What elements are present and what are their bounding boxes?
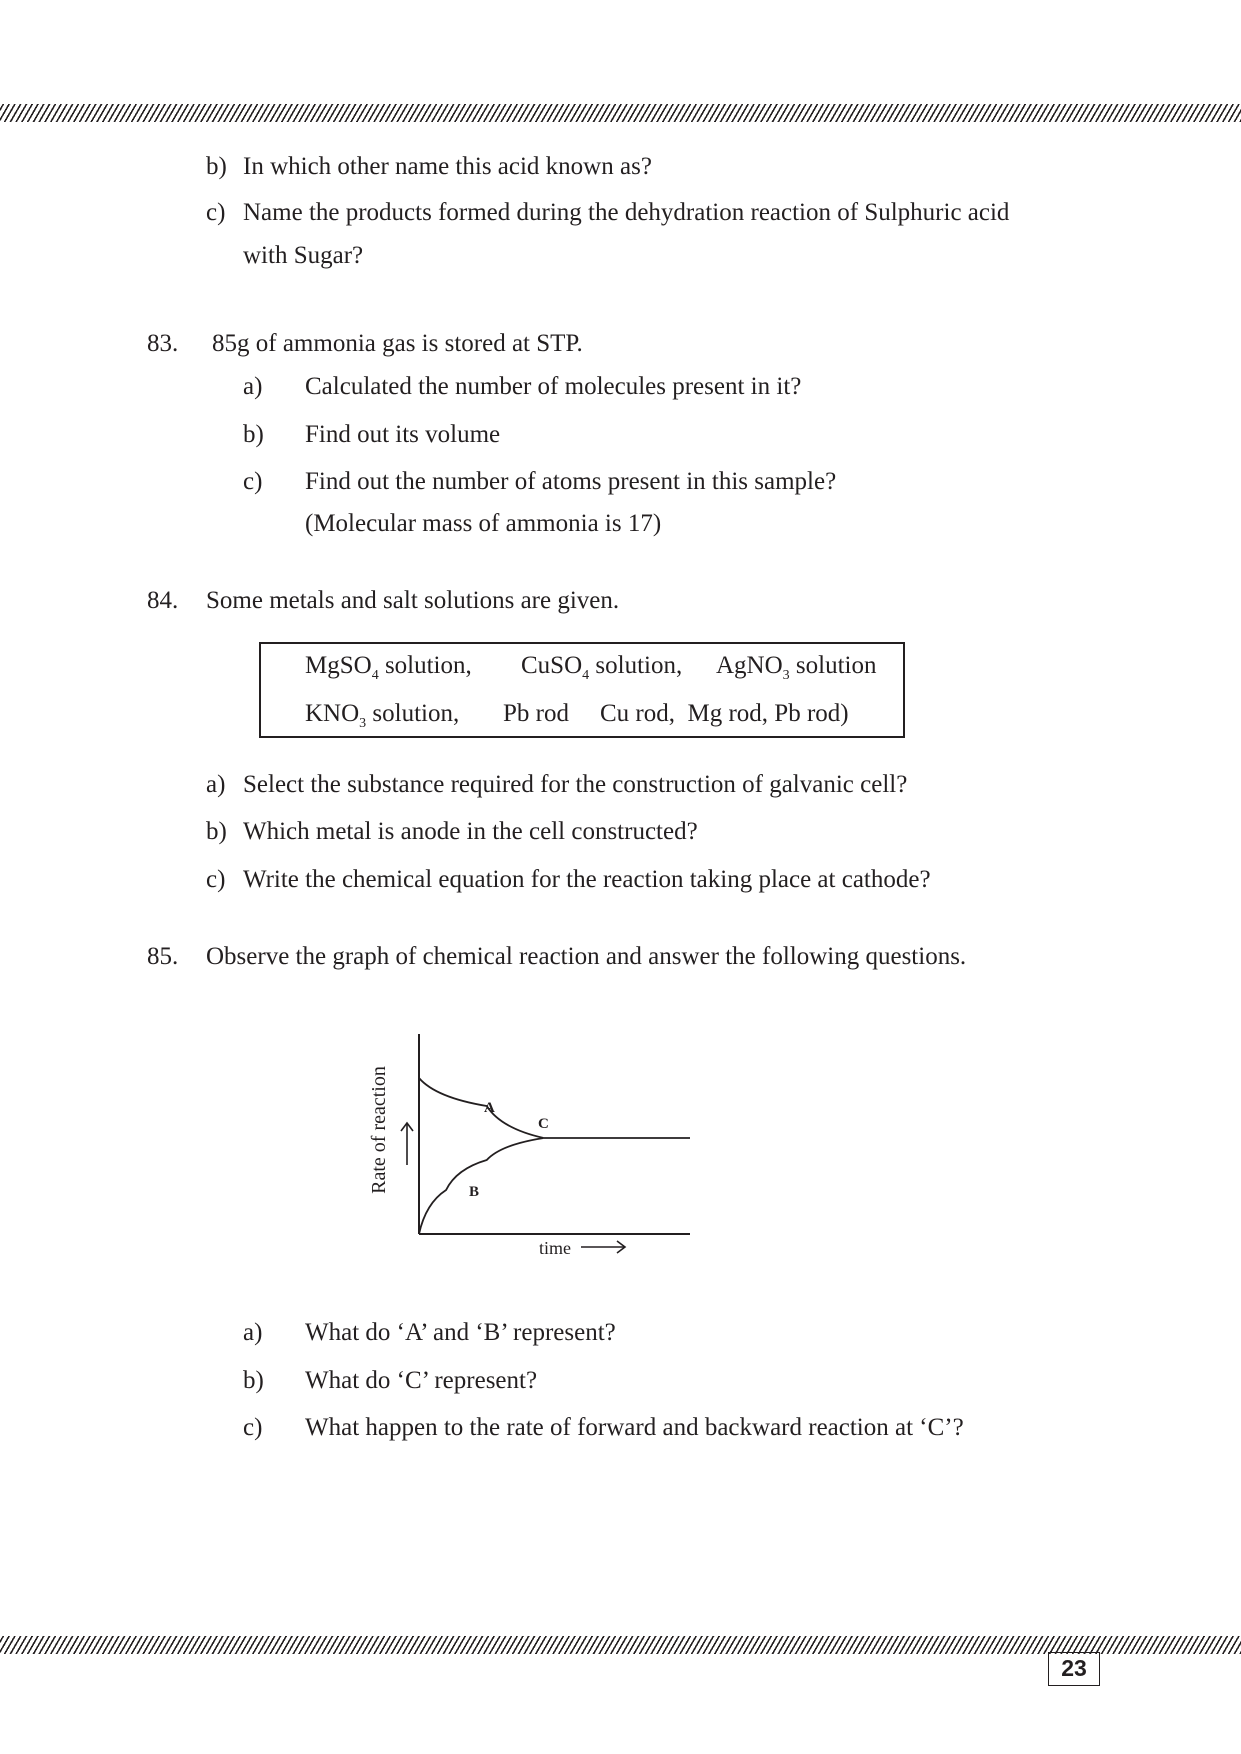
q83-stem: 85g of ammonia gas is stored at STP.	[212, 330, 583, 357]
q85-c-label: c)	[243, 1414, 263, 1441]
series-label-a: A	[484, 1100, 495, 1116]
q84-a-label: a)	[206, 771, 226, 798]
q84-number: 84.	[147, 587, 179, 614]
curve-b	[419, 1138, 544, 1234]
q82-c-label: c)	[206, 199, 226, 226]
q85-b-label: b)	[243, 1367, 264, 1394]
series-label-b: B	[469, 1184, 480, 1200]
q82-c-line2: with Sugar?	[243, 242, 364, 269]
point-label-c: C	[538, 1116, 549, 1132]
q83-number: 83.	[147, 330, 179, 357]
curve-a	[419, 1078, 544, 1138]
right-arrow-icon	[581, 1241, 625, 1253]
q82-b-text: In which other name this acid known as?	[243, 153, 652, 180]
rods-list: Cu rod, Mg rod, Pb rod)	[600, 700, 849, 727]
q82-b-label: b)	[206, 153, 227, 180]
q83-c-label: c)	[243, 468, 263, 495]
page-number: 23	[1048, 1652, 1100, 1686]
q83-c-note: (Molecular mass of ammonia is 17)	[305, 510, 662, 537]
q85-a-label: a)	[243, 1319, 263, 1346]
q85-number: 85.	[147, 943, 179, 970]
q84-b-label: b)	[206, 818, 227, 845]
agno3-solution: AgNO$_3$ solution	[716, 652, 877, 683]
q85-c-text: What happen to the rate of forward and backward reaction at ‘C’?	[305, 1414, 964, 1441]
up-arrow-icon	[401, 1123, 413, 1165]
q85-b-text: What do ‘C’ represent?	[305, 1367, 538, 1394]
top-border	[0, 104, 1241, 122]
q84-c-text: Write the chemical equation for the reaction taking place at cathode?	[243, 866, 931, 893]
q83-a-text: Calculated the number of molecules present in it?	[305, 373, 802, 400]
pb-rod: Pb rod	[503, 700, 569, 727]
q84-a-text: Select the substance required for the construction of galvanic cell?	[243, 771, 908, 798]
q83-b-label: b)	[243, 421, 264, 448]
q85-a-text: What do ‘A’ and ‘B’ represent?	[305, 1319, 616, 1346]
rate-of-reaction-graph	[350, 1020, 710, 1260]
mgso4-solution: MgSO$_4$ solution,	[305, 652, 472, 683]
cuso4-solution: CuSO$_4$ solution,	[521, 652, 683, 683]
y-axis-label: Rate of reaction	[368, 1066, 390, 1194]
q84-c-label: c)	[206, 866, 226, 893]
q83-b-text: Find out its volume	[305, 421, 501, 448]
q85-stem: Observe the graph of chemical reaction and answer the following questions.	[206, 943, 967, 970]
kno3-solution: $KNO_3$ solution,	[305, 700, 460, 731]
q83-a-label: a)	[243, 373, 263, 400]
q82-c-line1: Name the products formed during the dehydration reaction of Sulphuric acid	[243, 199, 1010, 226]
q84-stem: Some metals and salt solutions are given.	[206, 587, 620, 614]
x-axis-label: time	[539, 1238, 571, 1258]
q84-b-text: Which metal is anode in the cell constructed?	[243, 818, 698, 845]
q83-c-text: Find out the number of atoms present in this sample?	[305, 468, 837, 495]
